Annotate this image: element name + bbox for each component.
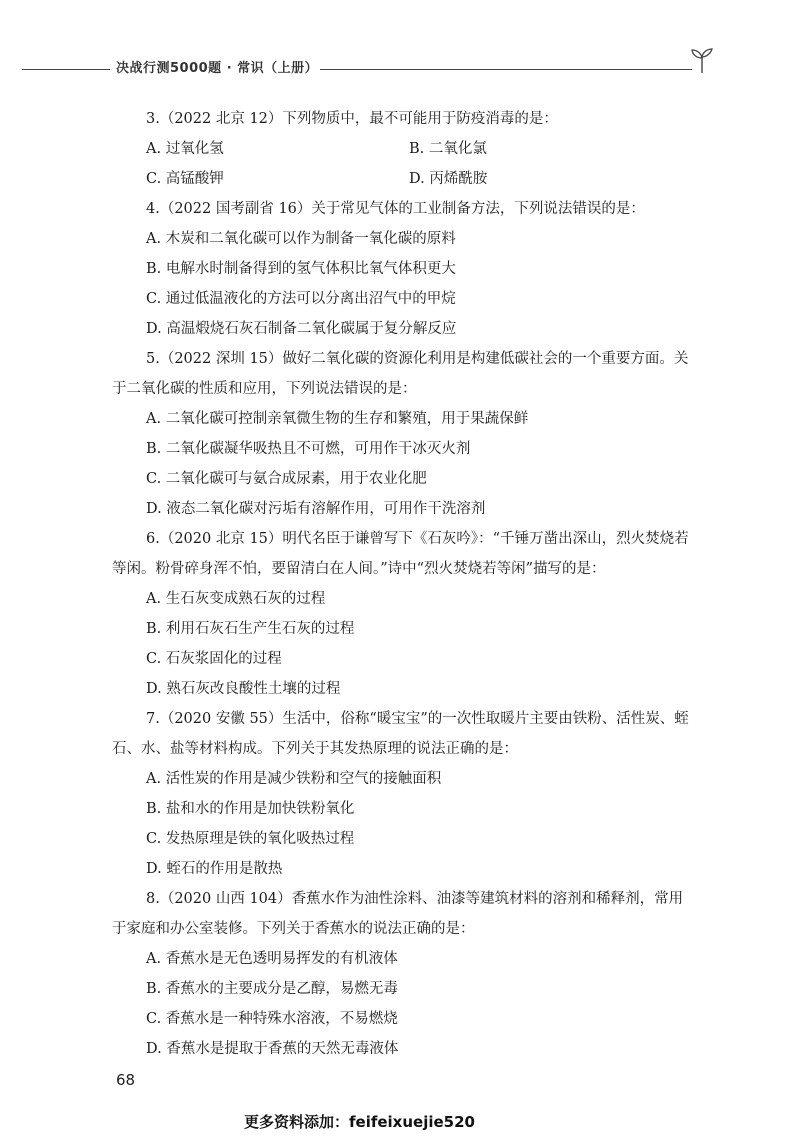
- option-item: D. 蛭石的作用是散热: [146, 861, 283, 877]
- footer-note: 更多资料添加：feifeixuejie520: [244, 1113, 475, 1131]
- running-header-title: 决战行测5000题 · 常识（上册）: [116, 61, 319, 76]
- option-item: B. 利用石灰石生产生石灰的过程: [146, 621, 355, 637]
- option-item: A. 木炭和二氧化碳可以作为制备一氧化碳的原料: [146, 231, 456, 247]
- page-number: 68: [116, 1071, 136, 1089]
- question-block: [112, 104, 692, 194]
- option-item: C. 二氧化碳可与氨合成尿素，用于农业化肥: [146, 471, 427, 487]
- option-row: [112, 164, 692, 194]
- question-stem: 4.（2022 国考副省 16）关于常见气体的工业制备方法，下列说法错误的是：: [146, 201, 645, 217]
- question-block: [112, 194, 692, 344]
- question-stem: 3.（2022 北京 12）下列物质中，最不可能用于防疫消毒的是：: [146, 111, 558, 127]
- option-item: A. 二氧化碳可控制亲氧微生物的生存和繁殖，用于果蔬保鲜: [146, 411, 529, 427]
- option-item: B. 二氧化氯: [409, 141, 487, 157]
- option-item: A. 香蕉水是无色透明易挥发的有机液体: [146, 951, 398, 967]
- option-item: B. 香蕉水的主要成分是乙醇，易燃无毒: [146, 981, 398, 997]
- option-item: C. 石灰浆固化的过程: [146, 651, 282, 667]
- option-item: D. 高温煅烧石灰石制备二氧化碳属于复分解反应: [146, 321, 457, 337]
- question-list: [112, 104, 692, 1064]
- question-block: [112, 344, 692, 524]
- header-rule-right: [320, 69, 692, 70]
- option-item: C. 发热原理是铁的氧化吸热过程: [146, 831, 355, 847]
- sprout-icon: [689, 46, 715, 74]
- option-item: A. 活性炭的作用是减少铁粉和空气的接触面积: [146, 771, 442, 787]
- option-row: [112, 134, 692, 164]
- page-header: [0, 54, 800, 78]
- option-item: B. 电解水时制备得到的氢气体积比氧气体积更大: [146, 261, 456, 277]
- question-stem: 7.（2020 安徽 55）生活中，俗称“暖宝宝”的一次性取暖片主要由铁粉、活性炭、蛭石、水、盐等材料构成。下列关于其发热原理的说法正确的是：: [112, 711, 689, 757]
- header-rule-left: [22, 69, 110, 70]
- question-block: [112, 524, 692, 704]
- option-item: C. 通过低温液化的方法可以分离出沼气中的甲烷: [146, 291, 456, 307]
- option-item: D. 丙烯酰胺: [409, 171, 488, 187]
- option-item: B. 盐和水的作用是加快铁粉氧化: [146, 801, 355, 817]
- option-item: D. 熟石灰改良酸性土壤的过程: [146, 681, 341, 697]
- option-item: B. 二氧化碳凝华吸热且不可燃，可用作干冰灭火剂: [146, 441, 471, 457]
- option-item: D. 液态二氧化碳对污垢有溶解作用，可用作干洗溶剂: [146, 501, 486, 517]
- option-item: D. 香蕉水是提取于香蕉的天然无毒液体: [146, 1041, 399, 1057]
- question-stem: 5.（2022 深圳 15）做好二氧化碳的资源化利用是构建低碳社会的一个重要方面。关于二氧化碳的性质和应用，下列说法错误的是：: [112, 351, 689, 397]
- option-item: A. 生石灰变成熟石灰的过程: [146, 591, 326, 607]
- option-item: C. 高锰酸钾: [146, 171, 224, 187]
- question-stem: 8.（2020 山西 104）香蕉水作为油性涂料、油漆等建筑材料的溶剂和稀释剂，常用于家庭和办公室装修。下列关于香蕉水的说法正确的是：: [112, 891, 684, 937]
- question-block: [112, 704, 692, 884]
- question-stem: 6.（2020 北京 15）明代名臣于谦曾写下《石灰吟》：“千锤万凿出深山，烈火焚烧若等闲。粉骨碎身浑不怕，要留清白在人间。”诗中“烈火焚烧若等闲”描写的是：: [112, 531, 689, 577]
- question-block: [112, 884, 692, 1064]
- option-item: A. 过氧化氢: [146, 141, 224, 157]
- option-item: C. 香蕉水是一种特殊水溶液，不易燃烧: [146, 1011, 398, 1027]
